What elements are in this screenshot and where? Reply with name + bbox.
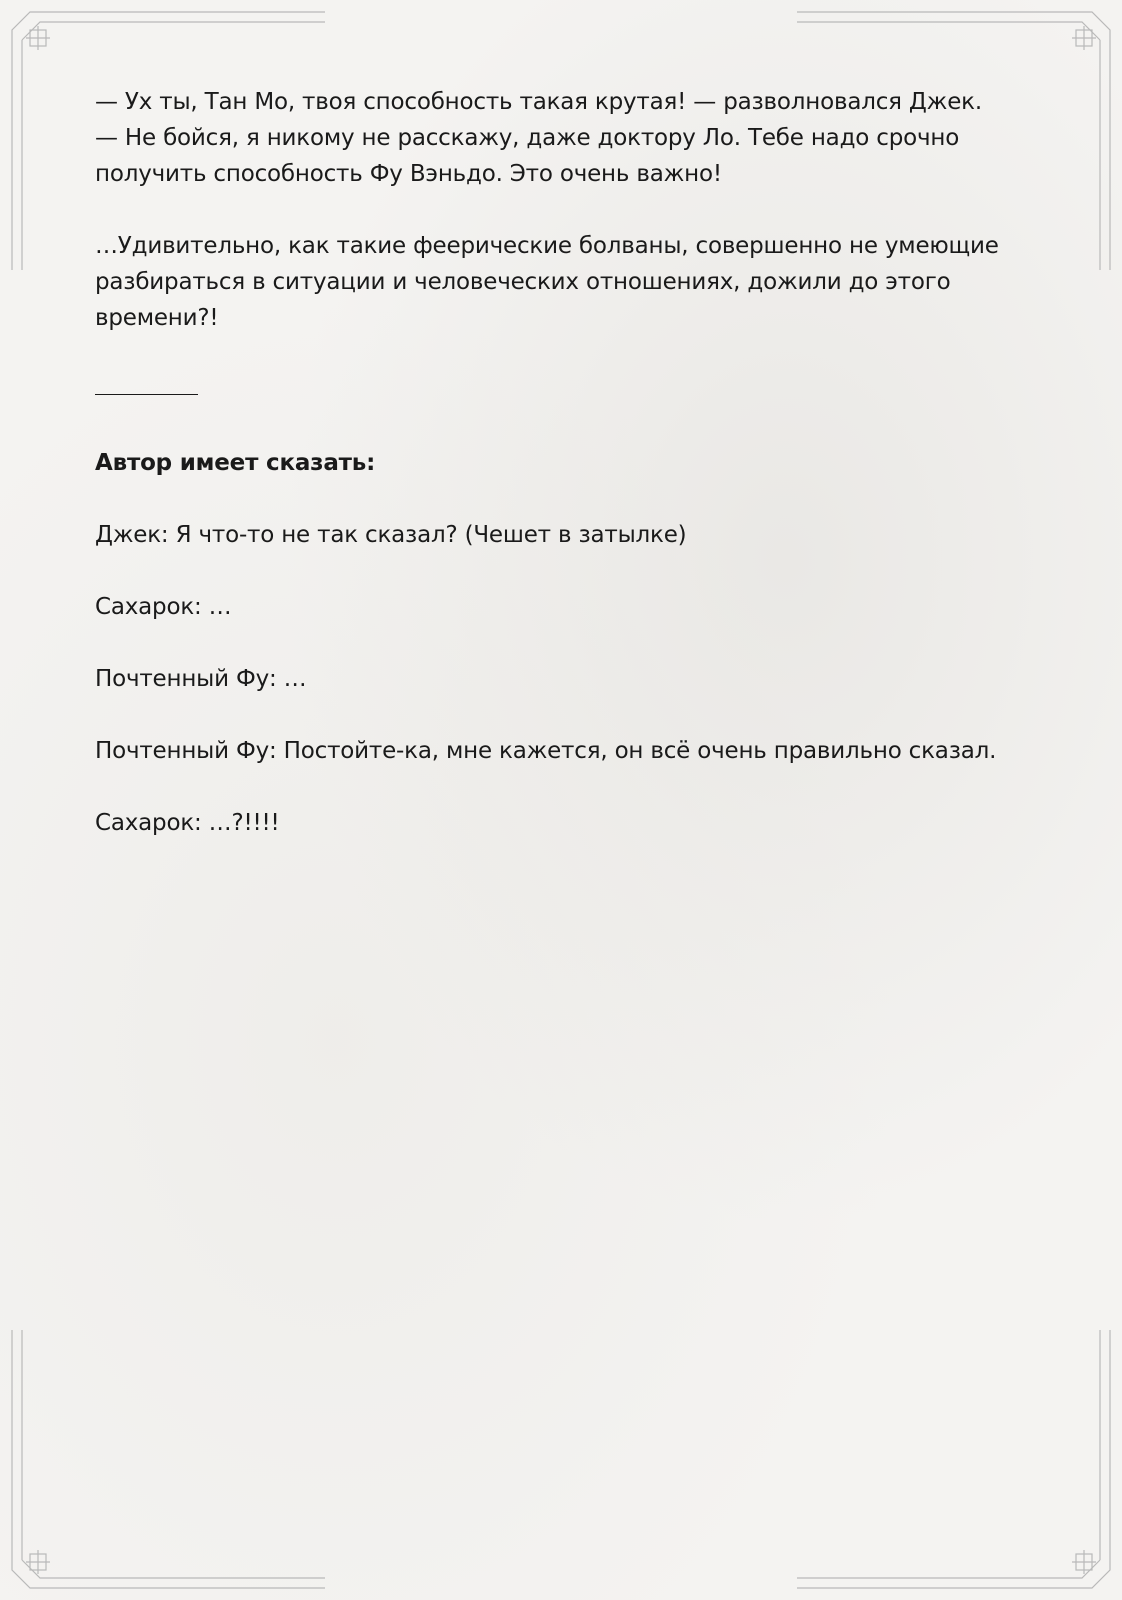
paragraph-gap: [95, 192, 1035, 228]
text-line: …Удивительно, как такие феерические болваны, совершенно не умеющие: [95, 233, 999, 259]
dialogue-line: Сахарок: …: [95, 594, 232, 620]
paragraph-gap: [95, 769, 1035, 805]
author-note-heading: Автор имеет сказать:: [95, 450, 376, 476]
frame-corner-bottom-left: [12, 1330, 325, 1588]
paragraph-gap: [95, 625, 1035, 661]
dialogue-line: Сахарок: …?!!!!: [95, 810, 280, 836]
text-line: получить способность Фу Вэньдо. Это очень важно!: [95, 161, 722, 187]
paragraph-gap: [95, 553, 1035, 589]
paragraph-gap: [95, 336, 1035, 372]
paragraph-gap: [95, 481, 1035, 517]
text-line: — Не бойся, я никому не расскажу, даже доктору Ло. Тебе надо срочно: [95, 125, 960, 151]
dialogue-line: Почтенный Фу: …: [95, 666, 307, 692]
paragraph-gap: [95, 409, 1035, 445]
paragraph-jack-speech: [95, 84, 1035, 192]
text-line: — Ух ты, Тан Мо, твоя способность такая крутая! — разволновался Джек.: [95, 89, 982, 115]
paragraph-gap: [95, 697, 1035, 733]
text-line: времени?!: [95, 305, 219, 331]
paragraph-narration: [95, 228, 1035, 336]
frame-corner-bottom-right: [797, 1330, 1110, 1588]
dialogue-line: Почтенный Фу: Постойте-ка, мне кажется, он всё очень правильно сказал.: [95, 738, 997, 764]
dialogue-line: Джек: Я что-то не так сказал? (Чешет в затылке): [95, 522, 687, 548]
document-body: [95, 84, 1035, 841]
section-separator: [95, 372, 198, 395]
text-line: разбираться в ситуации и человеческих отношениях, дожили до этого: [95, 269, 951, 295]
